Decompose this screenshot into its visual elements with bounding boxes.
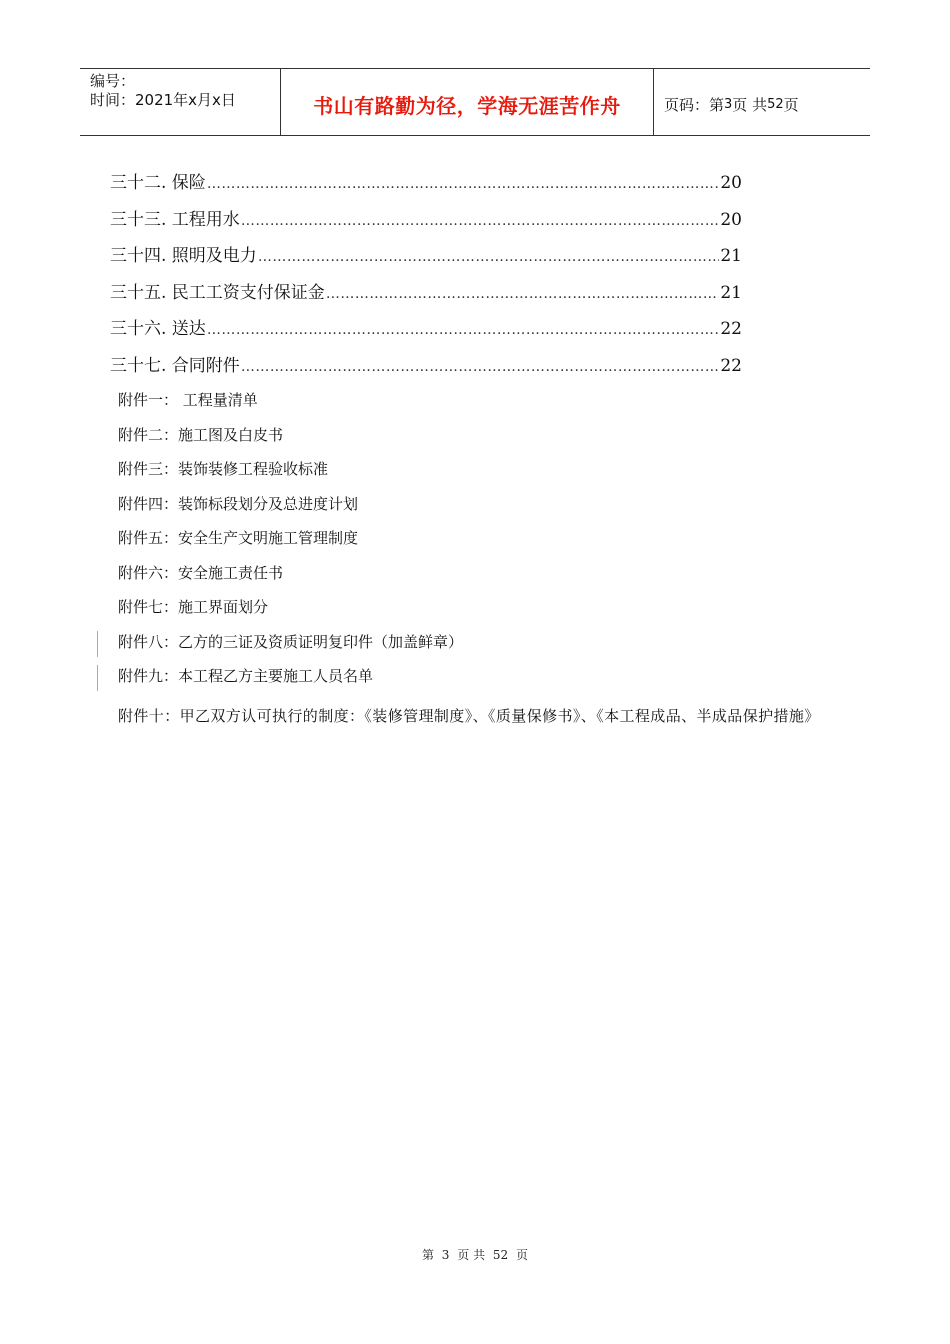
attachment-list [118,387,848,734]
toc-entry-page: 20 [720,173,742,193]
table-of-contents [110,168,742,387]
toc-entry[interactable] [110,314,742,351]
toc-entry[interactable] [110,168,742,205]
toc-entry[interactable] [110,205,742,242]
page-header [80,68,870,136]
footer-prefix: 第 [421,1248,434,1262]
toc-entry-title: 三十五. 民工工资支付保证金 [110,282,325,303]
toc-entry[interactable] [110,241,742,278]
attachment-item: 附件四：装饰标段划分及总进度计划 [118,494,359,513]
page-suffix: 页 [783,95,799,114]
attachment-item-long: 附件十：甲乙双方认可执行的制度：《装修管理制度》、《质量保修书》、《本工程成品、半成品保护措施》 [118,706,820,725]
toc-entry-title: 三十二. 保险 [110,173,206,193]
toc-entry-title: 三十四. 照明及电力 [110,246,257,266]
document-number-label: 编号： [90,72,136,90]
toc-entry-title: 三十七. 合同附件 [110,355,240,376]
toc-entry-page: 21 [720,282,742,303]
page-total: 52 [767,96,784,112]
toc-entry-page: 22 [720,355,742,376]
toc-entry[interactable] [110,278,742,315]
attachment-item: 附件九：本工程乙方主要施工人员名单 [118,663,848,698]
toc-entry-title: 三十三. 工程用水 [110,209,240,230]
footer-suffix: 页 [516,1248,529,1262]
document-date: 时间：2021年x月x日 [90,91,236,109]
attachment-item: 附件六：安全施工责任书 [118,563,284,582]
attachment-item: 附件三：装饰装修工程验收标准 [118,460,329,478]
toc-dot-leader [241,213,720,229]
page-current: 3 [724,96,733,112]
header-motto: 书山有路勤为径，学海无涯苦作舟 [313,93,621,118]
toc-entry-title: 三十六. 送达 [110,319,206,339]
toc-entry-page: 22 [720,319,742,339]
toc-entry-page: 20 [720,209,742,230]
header-meta [80,69,281,135]
attachment-item: 附件一： 工程量清单 [118,391,258,409]
toc-entry-page: 21 [720,246,742,266]
footer-mid: 页 共 [457,1248,486,1262]
attachment-item: 附件二：施工图及白皮书 [118,425,284,444]
attachment-item: 附件八：乙方的三证及资质证明复印件（加盖鲜章） [118,629,848,664]
attachment-item: 附件七：施工界面划分 [118,598,269,616]
footer-total-pages: 52 [492,1248,509,1262]
header-page-indicator [654,69,870,135]
page-footer [0,1246,950,1263]
toc-entry[interactable] [110,351,742,388]
toc-dot-leader [207,322,720,338]
attachment-item: 附件五：安全生产文明施工管理制度 [118,529,359,547]
footer-current-page: 3 [441,1248,450,1262]
toc-dot-leader [326,286,720,302]
header-motto-cell [281,69,654,135]
toc-dot-leader [258,249,720,265]
page-prefix: 页码：第 [664,95,725,114]
toc-dot-leader [241,359,720,375]
toc-dot-leader [207,176,720,192]
page-mid: 页 共 [732,95,768,114]
